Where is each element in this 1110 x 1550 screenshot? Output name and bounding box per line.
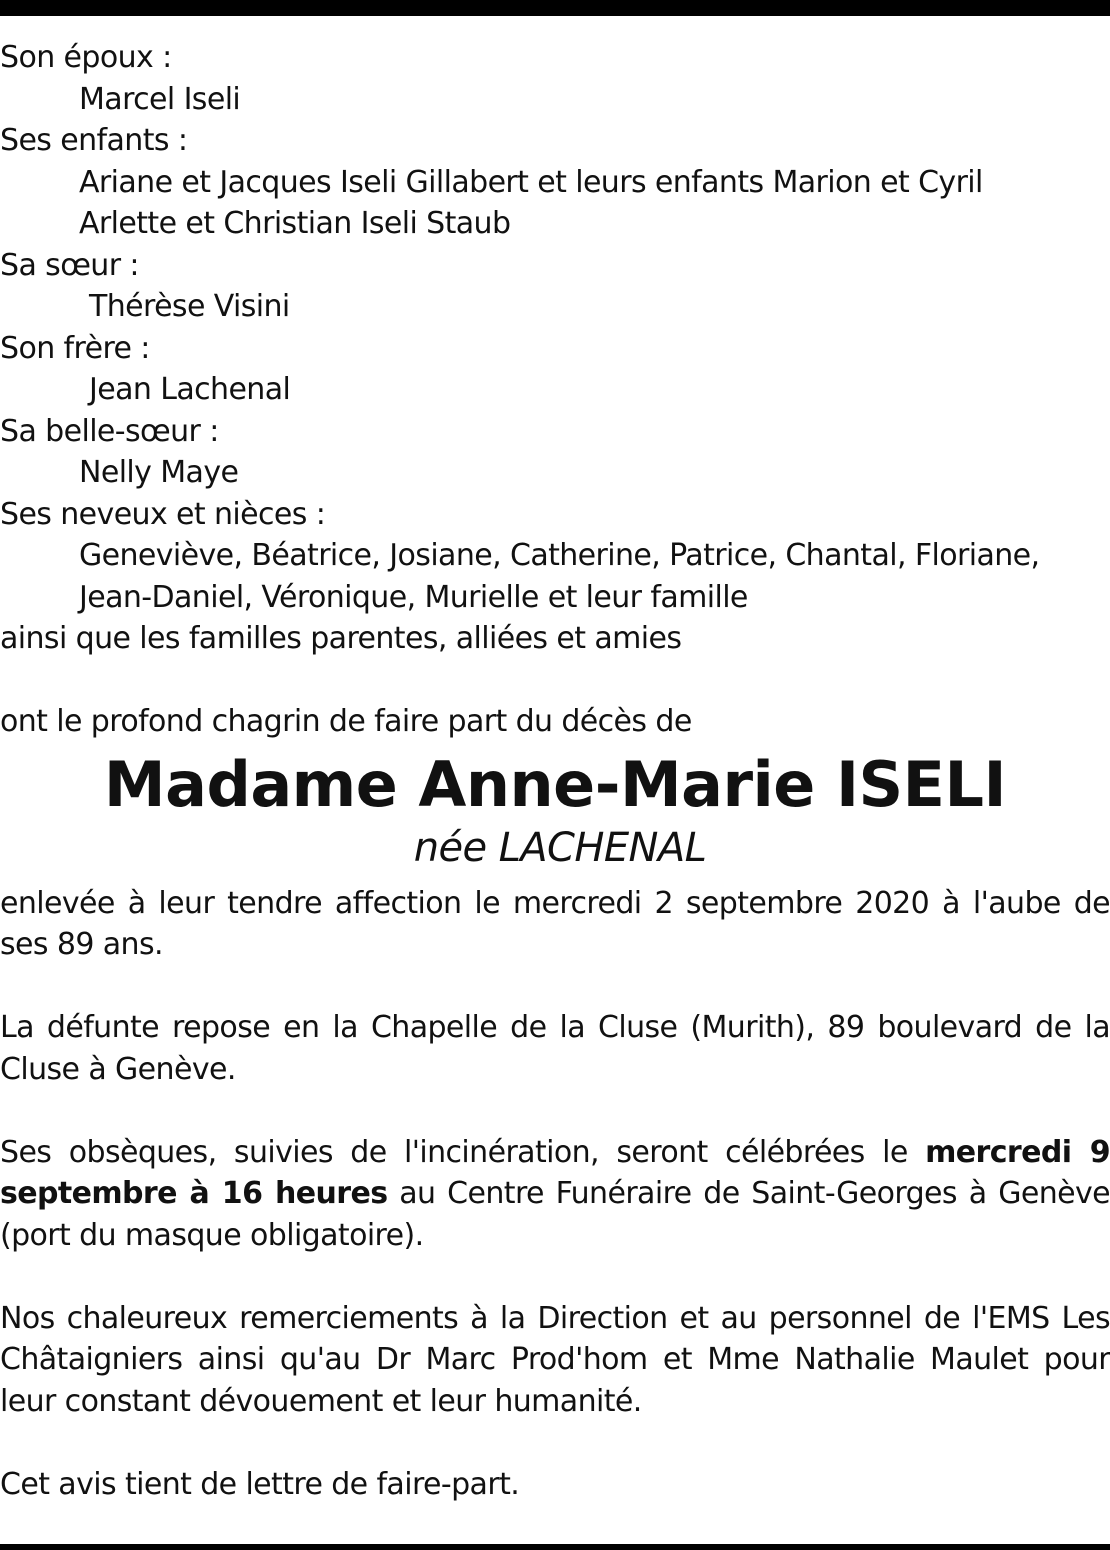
family-member-sister-in-law: Nelly Maye — [79, 455, 239, 490]
funeral-paragraph — [0, 1132, 1110, 1257]
family-member-brother: Jean Lachenal — [89, 372, 291, 407]
family-member-nephews-2: Jean-Daniel, Véronique, Murielle et leur famille — [79, 579, 748, 615]
bottom-border-rule — [0, 1544, 1110, 1550]
rest-paragraph: La défunte repose en la Chapelle de la Cluse (Murith), 89 boulevard de la Cluse à Genève. — [0, 1010, 1110, 1087]
family-member-sister: Thérèse Visini — [89, 289, 290, 324]
funeral-date-time: mercredi 9 septembre à 16 heures — [0, 1134, 1110, 1211]
family-member-nephews-1: Geneviève, Béatrice, Josiane, Catherine, Patrice, Chantal, Floriane, — [79, 538, 1040, 573]
closing-paragraph: Cet avis tient de lettre de faire-part. — [0, 1466, 520, 1502]
announcement-line: ont le profond chagrin de faire part du décès de — [0, 704, 692, 739]
thanks-paragraph: Nos chaleureux remerciements à la Direction et au personnel de l'EMS Les Châtaigniers ainsi qu'au Dr Marc Prod'hom et Mme Nathalie Maulet pour leur constant dévouement et leur humanité. — [0, 1300, 1110, 1419]
top-border-rule — [0, 0, 1110, 16]
death-paragraph: enlevée à leur tendre affection le mercredi 2 septembre 2020 à l'aube de ses 89 ans. — [0, 885, 1110, 962]
family-member-child-1: Ariane et Jacques Iseli Gillabert et leurs enfants Marion et Cyril — [79, 164, 983, 200]
family-member-child-2: Arlette et Christian Iseli Staub — [79, 206, 511, 241]
maiden-name: née LACHENAL — [413, 824, 707, 871]
family-member-spouse: Marcel Iseli — [79, 81, 241, 117]
spacer — [0, 1422, 1110, 1464]
spacer — [0, 1256, 1110, 1298]
family-label-spouse: Son époux : — [0, 40, 172, 75]
funeral-text-before: Ses obsèques, suivies de l'incinération, seront célébrées le — [0, 1134, 926, 1170]
deceased-name: Madame Anne-Marie ISELI — [103, 747, 1007, 821]
relatives-line: ainsi que les familles parentes, alliées et amies — [0, 621, 682, 656]
family-label-children: Ses enfants : — [0, 123, 188, 158]
spacer — [0, 660, 1110, 702]
death-notice — [0, 37, 1110, 1505]
family-label-nephews-nieces: Ses neveux et nièces : — [0, 496, 326, 532]
spacer — [0, 1090, 1110, 1132]
family-label-sister-in-law: Sa belle-sœur : — [0, 413, 219, 449]
family-label-brother: Son frère : — [0, 330, 150, 366]
family-label-sister: Sa sœur : — [0, 247, 139, 283]
spacer — [0, 966, 1110, 1008]
funeral-text-after: au Centre Funéraire de Saint-Georges à Genève (port du masque obligatoire). — [0, 1176, 1110, 1253]
